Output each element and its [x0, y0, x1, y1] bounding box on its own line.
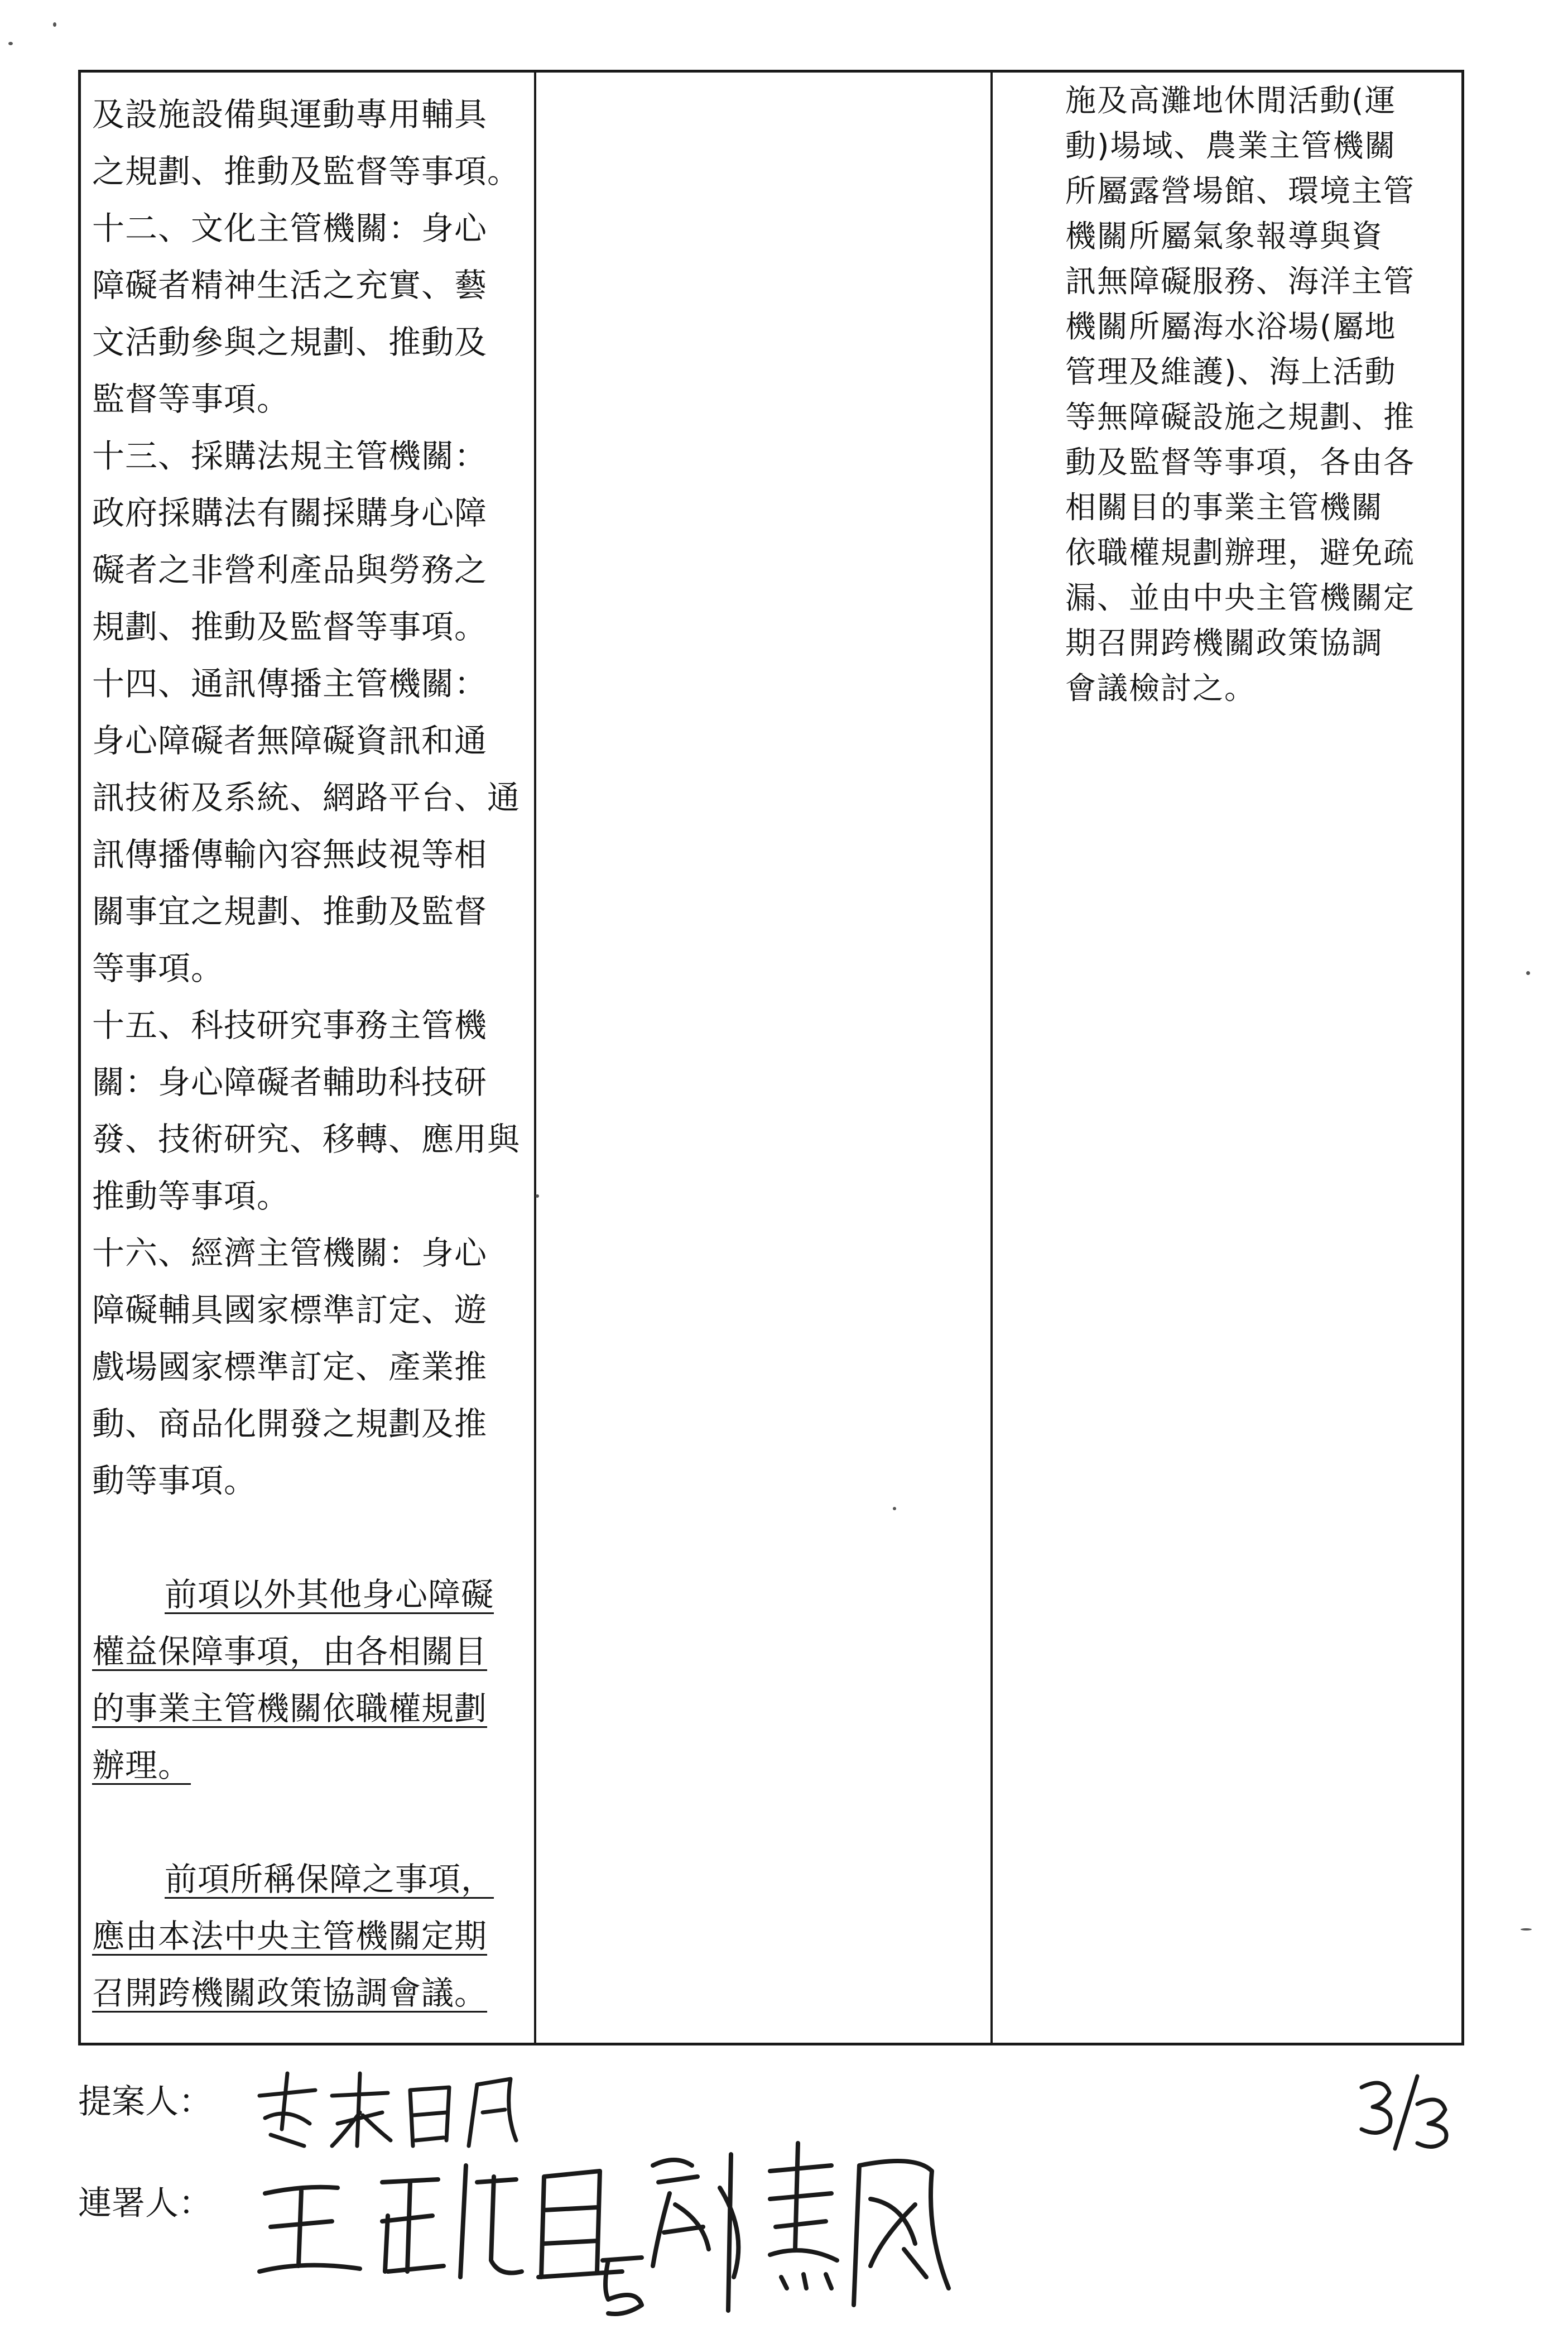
left-text-line-content: 監督等事項。	[92, 380, 290, 418]
left-text-line	[92, 1566, 528, 1623]
left-text-line	[92, 1623, 528, 1680]
right-text-line: 會議檢討之。	[1065, 670, 1257, 706]
right-text-line: 動及監督等事項，各由各	[1065, 444, 1416, 480]
left-text-line-content: 等事項。	[92, 949, 224, 987]
right-text-line: 相關目的事業主管機關	[1065, 489, 1384, 525]
left-text-line	[92, 1054, 528, 1111]
amended-text-column	[81, 73, 534, 2043]
left-text-line	[92, 484, 528, 541]
left-text-line-content: 障礙輔具國家標準訂定、遊	[92, 1291, 488, 1329]
left-text-line	[92, 598, 528, 655]
left-text-line-content: 的事業主管機關依職權規劃	[92, 1689, 488, 1727]
scan-speck	[8, 42, 13, 45]
left-text-line	[92, 541, 528, 598]
left-text-line-content: 辦理。	[92, 1746, 191, 1784]
left-text-line-content: 訊技術及系統、網路平台、通	[92, 779, 521, 817]
left-text-line	[92, 997, 528, 1054]
left-text-line-content: 十三、採購法規主管機關：	[92, 437, 488, 475]
document-table	[78, 70, 1464, 2045]
left-text-line-content: 前項所稱保障之事項，	[165, 1860, 494, 1898]
left-text-line-content: 關：身心障礙者輔助科技研	[92, 1063, 488, 1101]
proposer-row	[78, 2075, 212, 2123]
left-text-line	[92, 371, 528, 428]
left-text-line	[92, 1281, 528, 1338]
handwritten-signature-cosigner-1	[254, 2132, 644, 2316]
paragraph-gap	[92, 1509, 528, 1566]
current-text-column	[536, 73, 990, 2043]
left-text-line	[92, 826, 528, 883]
left-text-line	[92, 1851, 528, 1908]
explanation-column	[993, 73, 1461, 2043]
left-text-line	[92, 143, 528, 200]
left-text-line-content: 推動等事項。	[92, 1177, 290, 1215]
left-text-line	[92, 1395, 528, 1452]
left-text-line-content: 發、技術研究、移轉、應用與	[92, 1120, 521, 1158]
scan-speck	[1526, 971, 1530, 975]
left-text-line	[92, 1338, 528, 1395]
left-text-line	[92, 1680, 528, 1737]
cosigner-row	[78, 2177, 212, 2225]
right-text-line: 期召開跨機關政策協調	[1065, 625, 1384, 661]
scan-speck	[536, 1194, 539, 1198]
right-text-line: 機關所屬海水浴場(屬地	[1065, 309, 1397, 344]
right-text-line: 機關所屬氣象報導與資	[1065, 218, 1384, 254]
right-text-line: 施及高灘地休閒活動(運	[1065, 83, 1397, 118]
left-text-line-content: 及設施設備與運動專用輔具	[92, 95, 488, 133]
left-text-line	[92, 1224, 528, 1281]
left-text-line	[92, 1737, 528, 1794]
left-text-line	[92, 1908, 528, 1965]
right-text-line: 動)場域、農業主管機關	[1065, 128, 1397, 164]
handwritten-page-mark	[1350, 2071, 1462, 2154]
left-text-line-content: 文活動參與之規劃、推動及	[92, 323, 488, 361]
left-text-line	[92, 712, 528, 769]
scan-speck	[893, 1507, 896, 1510]
handwritten-signature-cosigner-2	[591, 2121, 993, 2322]
right-text-line: 所屬露營場館、環境主管	[1065, 173, 1416, 209]
left-text-line	[92, 883, 528, 940]
left-text-line-content: 十二、文化主管機關：身心	[92, 209, 488, 247]
left-text-line-content: 應由本法中央主管機關定期	[92, 1917, 488, 1955]
left-text-line-content: 戲場國家標準訂定、產業推	[92, 1348, 488, 1386]
right-text-line: 等無障礙設施之規劃、推	[1065, 399, 1416, 435]
left-text-line-content: 十五、科技研究事務主管機	[92, 1006, 488, 1044]
left-text-line	[92, 257, 528, 314]
left-text-line	[92, 86, 528, 143]
left-text-line-content: 十四、通訊傳播主管機關：	[92, 665, 488, 703]
left-text-line-content: 礙者之非營利產品與勞務之	[92, 551, 488, 589]
scan-speck	[53, 22, 56, 27]
proposer-label: 提案人：	[78, 2082, 212, 2121]
left-text-line	[92, 1111, 528, 1168]
left-text-line-content: 前項以外其他身心障礙	[165, 1576, 494, 1614]
left-text-line	[92, 655, 528, 712]
right-text-line: 訊無障礙服務、海洋主管	[1065, 263, 1416, 299]
cosigner-label: 連署人：	[78, 2184, 212, 2223]
left-text-line-content: 政府採購法有關採購身心障	[92, 494, 488, 532]
left-text-line-content: 關事宜之規劃、推動及監督	[92, 892, 488, 930]
left-text-line-content: 十六、經濟主管機關：身心	[92, 1234, 488, 1272]
left-text-line	[92, 1452, 528, 1509]
left-text-line-content: 訊傳播傳輸內容無歧視等相	[92, 835, 488, 873]
paragraph-gap	[92, 1794, 528, 1851]
left-text-line-content: 障礙者精神生活之充實、藝	[92, 266, 488, 304]
left-text-line	[92, 940, 528, 997]
left-text-line-content: 召開跨機關政策協調會議。	[92, 1974, 488, 2012]
right-text-line: 依職權規劃辦理，避免疏	[1065, 535, 1416, 570]
scan-speck	[1521, 1928, 1532, 1931]
left-text-line	[92, 314, 528, 371]
left-text-line	[92, 1168, 528, 1224]
left-text-line	[92, 200, 528, 257]
left-text-line	[92, 428, 528, 484]
left-text-line-content: 動、商品化開發之規劃及推	[92, 1405, 488, 1443]
left-text-line	[92, 769, 528, 826]
left-text-line-content: 動等事項。	[92, 1462, 257, 1500]
right-text-line: 管理及維護)、海上活動	[1065, 354, 1397, 390]
left-text-line-content: 之規劃、推動及監督等事項。	[92, 152, 521, 190]
left-text-line-content: 權益保障事項，由各相關目	[92, 1632, 488, 1670]
left-text-line-content: 身心障礙者無障礙資訊和通	[92, 722, 488, 760]
left-text-line	[92, 1965, 528, 2021]
right-text-line: 漏、並由中央主管機關定	[1065, 580, 1416, 616]
left-text-line-content: 規劃、推動及監督等事項。	[92, 608, 488, 646]
